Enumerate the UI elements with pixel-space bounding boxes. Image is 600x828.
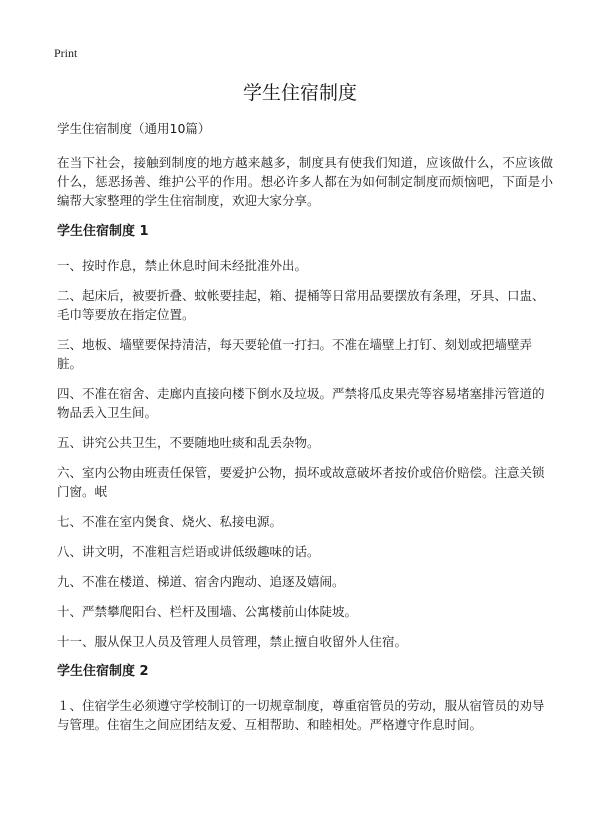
section-heading: 学生住宿制度 2	[57, 664, 149, 679]
intro-paragraph: 在当下社会，接触到制度的地方越来越多，制度具有使我们知道，应该做什么，不应该做什么，惩恶扬善、维护公平的作用。想必许多人都在为如何制定制度而烦恼吧，下面是小编帮大家整理的学生住宿制度，欢迎大家分享。	[57, 155, 553, 208]
rule-item: 三、地板、墙壁要保持清洁，每天要轮值一打扫。不准在墙壁上打钉、刻划或把墙壁弄脏。	[57, 337, 533, 371]
document-body	[57, 119, 553, 745]
rule-item: 九、不准在楼道、梯道、宿舍内跑动、追逐及嬉闹。	[57, 574, 345, 589]
rule-item: 十、严禁攀爬阳台、栏杆及围墙、公寓楼前山体陡坡。	[57, 604, 358, 619]
section-heading: 学生住宿制度 1	[57, 224, 149, 239]
rule-item: １、住宿学生必须遵守学校制订的一切规章制度，尊重宿管员的劳动，服从宿管员的劝导与管理。住宿生之间应团结友爱、互相帮助、和睦相处。严格遵守作息时间。	[57, 698, 545, 732]
rule-item: 七、不准在室内煲食、烧火、私接电源。	[57, 514, 283, 529]
rule-item: 五、讲究公共卫生，不要随地吐痰和乱丢杂物。	[57, 435, 320, 450]
rule-item: 八、讲文明，不准粗言烂语或讲低级趣味的话。	[57, 544, 320, 559]
document-title: 学生住宿制度	[242, 82, 357, 104]
rule-item: 二、起床后，被要折叠、蚊帐要挂起，箱、提桶等日常用品要摆放有条理，牙具、口盅、毛巾等要放在指定位置。	[57, 288, 545, 322]
rule-item: 一、按时作息，禁止休息时间未经批准外出。	[57, 258, 308, 273]
rule-item: 六、室内公物由班责任保管，要爱护公物，损坏或故意破坏者按价或倍价赔偿。注意关锁门窗。岷	[57, 465, 545, 499]
document-subtitle: 学生住宿制度（通用10篇）	[57, 121, 211, 136]
print-label: Print	[54, 46, 78, 60]
rule-item: 四、不准在宿舍、走廊内直接向楼下倒水及垃圾。严禁将瓜皮果壳等容易堵塞排污管道的物品丢入卫生间。	[57, 386, 545, 420]
rule-item: 十一、服从保卫人员及管理人员管理，禁止擅自收留外人住宿。	[57, 634, 408, 649]
